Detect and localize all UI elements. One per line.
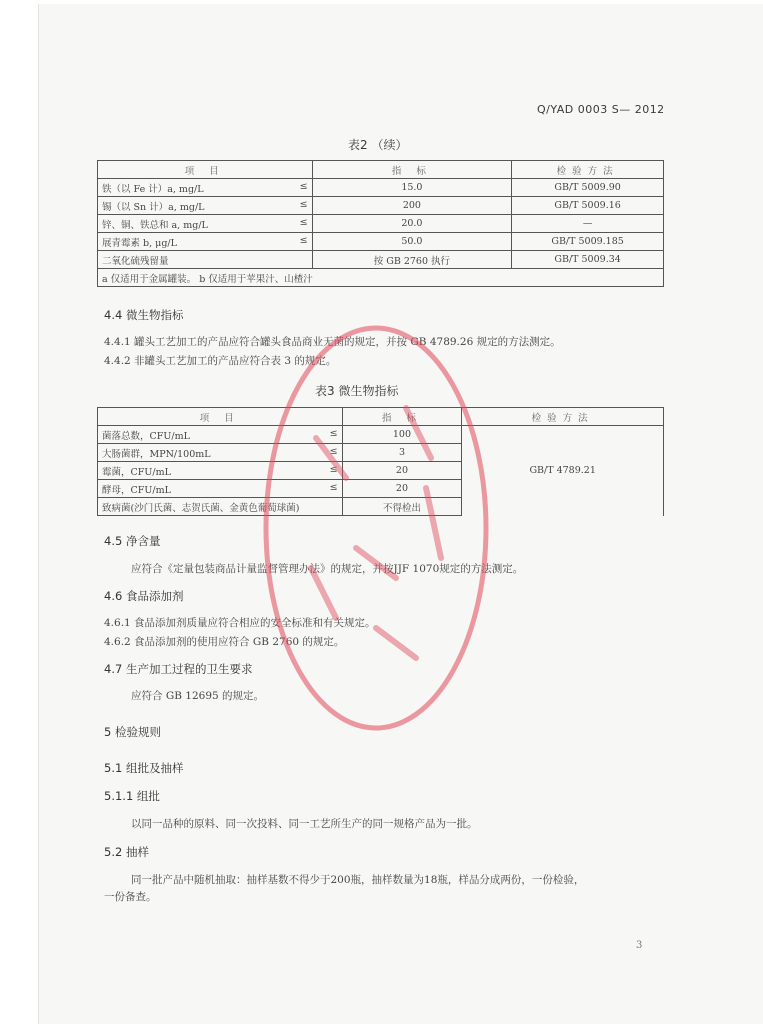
table-row — [98, 233, 664, 251]
section-4-5-text: 应符合《定量包装商品计量监督管理办法》的规定，并按JJF 1070规定的方法测定。 — [131, 563, 524, 575]
table-cell-item: 二氧化硫残留量 — [98, 251, 313, 269]
table-cell-value: 50.0 — [312, 233, 512, 251]
section-4-5-title: 4.5 净含量 — [104, 534, 161, 548]
table-cell-method: GB/T 5009.16 — [512, 197, 664, 215]
section-4-4-title: 4.4 微生物指标 — [104, 308, 184, 322]
table-cell-item: 酵母，CFU/mL ≤ — [98, 480, 343, 498]
table-cell-method: — — [512, 215, 664, 233]
table-cell-item: 大肠菌群，MPN/100mL ≤ — [98, 444, 343, 462]
section-4-7-text: 应符合 GB 12695 的规定。 — [131, 690, 265, 702]
section-5-2-text-line1: 同一批产品中随机抽取：抽样基数不得少于200瓶，抽样数量为18瓶，样品分成两份，一份检验， — [131, 874, 585, 886]
table3-caption: 表3 微生物指标 — [315, 384, 399, 398]
table2-header-row — [98, 161, 664, 179]
table2-footnote: a 仅适用于金属罐装。 b 仅适用于苹果汁、山楂汁 — [98, 269, 664, 287]
table3-header-item: 项 目 — [98, 408, 343, 426]
table2-footnote-row — [98, 269, 664, 287]
table-row — [98, 197, 664, 215]
section-5-2-title: 5.2 抽样 — [104, 845, 149, 859]
table3-header-value: 指 标 — [342, 408, 462, 426]
section-5-1-1-text: 以同一品种的原料、同一次投料、同一工艺所生产的同一规格产品为一批。 — [131, 818, 478, 830]
table-cell-method: GB/T 5009.90 — [512, 179, 664, 197]
table-cell-value: 20.0 — [312, 215, 512, 233]
table-cell-value: 不得检出 — [342, 498, 462, 516]
table-row — [98, 426, 664, 444]
table3-header-row — [98, 408, 664, 426]
section-4-4-1: 4.4.1 罐头工艺加工的产品应符合罐头食品商业无菌的规定，并按 GB 4789.26 规定的方法测定。 — [104, 336, 561, 348]
table-row — [98, 179, 664, 197]
table-cell-value: 15.0 — [312, 179, 512, 197]
table3 — [97, 407, 664, 516]
table2 — [97, 160, 664, 287]
table2-header-value: 指 标 — [312, 161, 512, 179]
page-number: 3 — [636, 940, 643, 951]
section-5-1-1-title: 5.1.1 组批 — [104, 789, 160, 803]
table-cell-item: 铁（以 Fe 计）a, mg/L ≤ — [98, 179, 313, 197]
table2-caption: 表2 （续） — [348, 138, 408, 152]
table-cell-item: 致病菌(沙门氏菌、志贺氏菌、金黄色葡萄球菌) — [98, 498, 343, 516]
table2-header-item: 项 目 — [98, 161, 313, 179]
table-cell-value: 20 — [342, 462, 462, 480]
section-5-title: 5 检验规则 — [104, 725, 161, 739]
table3-method-cell: GB/T 4789.21 — [462, 426, 664, 516]
table-cell-method: GB/T 5009.34 — [512, 251, 664, 269]
section-4-6-title: 4.6 食品添加剂 — [104, 589, 184, 603]
table-cell-value: 3 — [342, 444, 462, 462]
section-4-4-2: 4.4.2 非罐头工艺加工的产品应符合表 3 的规定。 — [104, 355, 337, 367]
table-cell-method: GB/T 5009.185 — [512, 233, 664, 251]
table-cell-item: 锌、铜、铁总和 a, mg/L ≤ — [98, 215, 313, 233]
table-row — [98, 251, 664, 269]
table-cell-item: 展青霉素 b, μg/L ≤ — [98, 233, 313, 251]
table-cell-value: 按 GB 2760 执行 — [312, 251, 512, 269]
table-cell-value: 100 — [342, 426, 462, 444]
table-cell-value: 20 — [342, 480, 462, 498]
section-5-1-title: 5.1 组批及抽样 — [104, 761, 184, 775]
section-4-7-title: 4.7 生产加工过程的卫生要求 — [104, 662, 253, 676]
section-5-2-text-line2: 一份备查。 — [104, 891, 157, 903]
table-cell-item: 锡（以 Sn 计）a, mg/L ≤ — [98, 197, 313, 215]
table-cell-value: 200 — [312, 197, 512, 215]
table2-header-method: 检验方法 — [512, 161, 664, 179]
standard-number: Q/YAD 0003 S— 2012 — [537, 103, 665, 116]
section-4-6-1: 4.6.1 食品添加剂质量应符合相应的安全标准和有关规定。 — [104, 617, 376, 629]
table-row — [98, 215, 664, 233]
section-4-6-2: 4.6.2 食品添加剂的使用应符合 GB 2760 的规定。 — [104, 636, 345, 648]
table-cell-item: 霉菌，CFU/mL ≤ — [98, 462, 343, 480]
table3-header-method: 检验方法 — [462, 408, 664, 426]
table-cell-item: 菌落总数，CFU/mL ≤ — [98, 426, 343, 444]
